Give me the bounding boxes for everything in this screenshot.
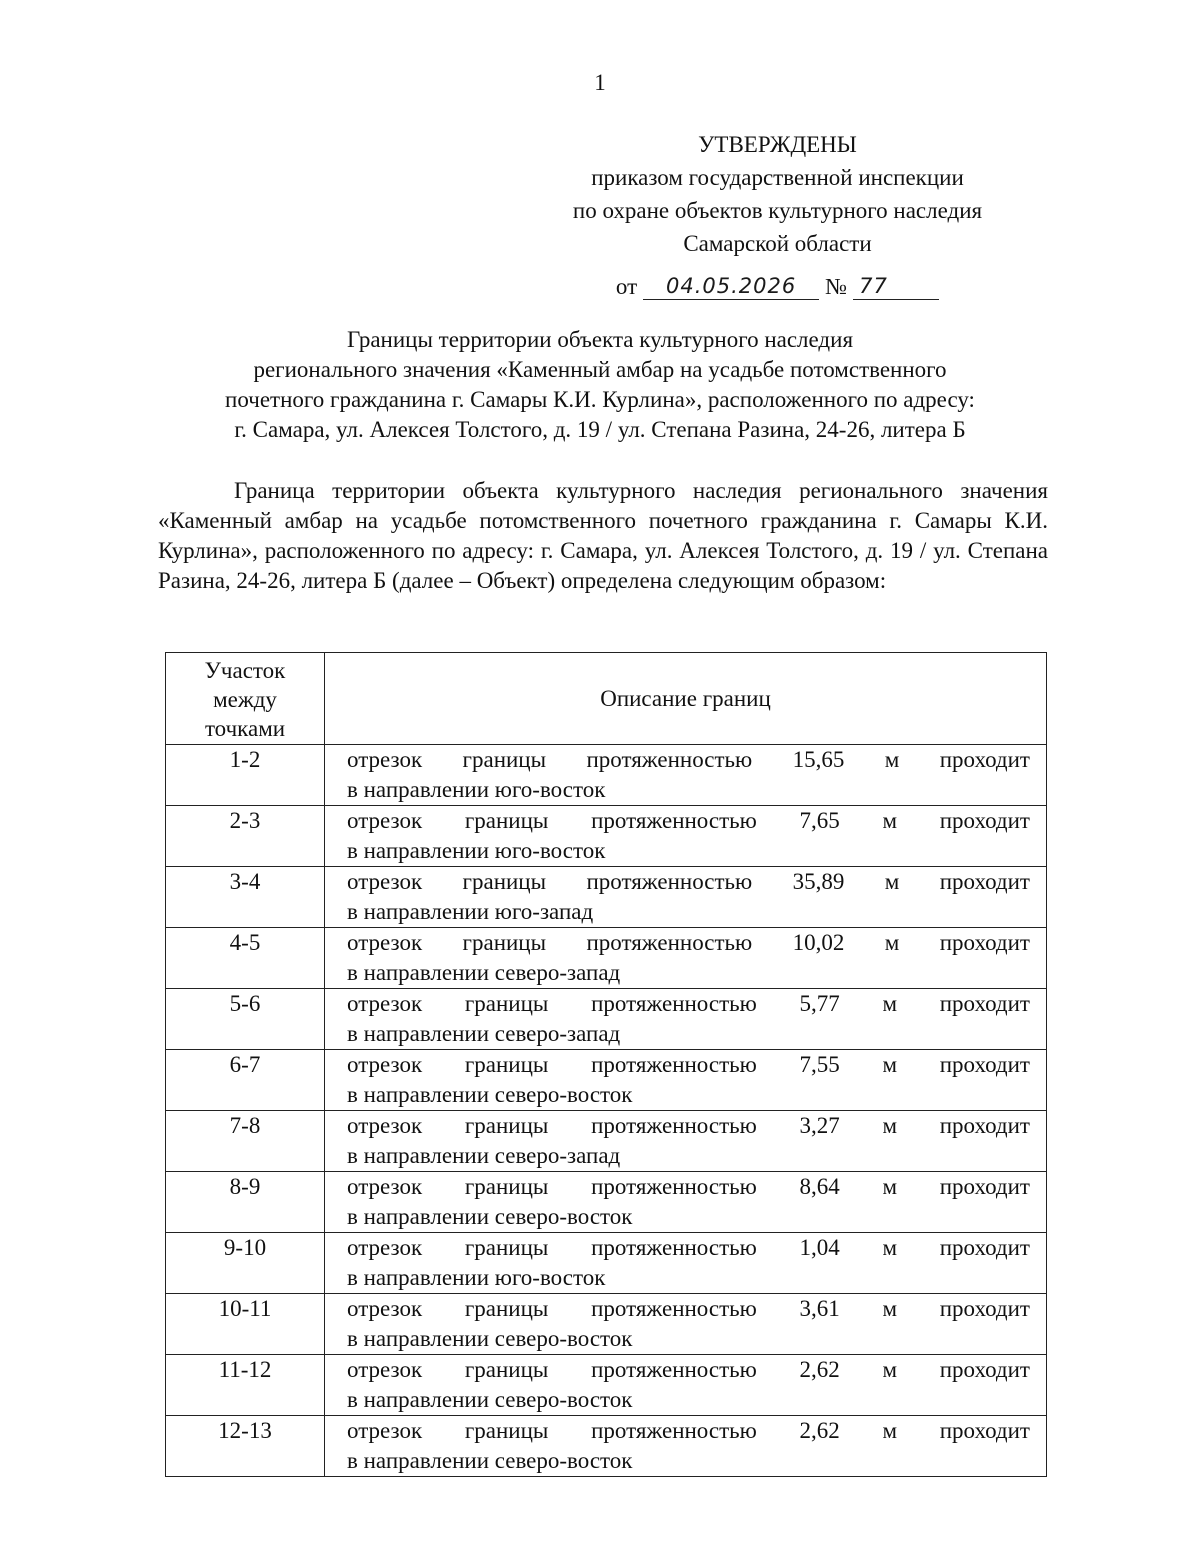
description-line-1 xyxy=(347,745,1030,775)
word-passes: проходит xyxy=(939,808,1030,833)
word-boundary: границы xyxy=(464,1418,549,1443)
segment-cell: 3-4 xyxy=(166,867,325,928)
direction-text: в направлении северо-запад xyxy=(347,1021,621,1046)
word-length: протяженностью xyxy=(591,1357,757,1382)
approval-line-1: приказом государственной инспекции xyxy=(591,165,964,190)
description-cell xyxy=(325,928,1047,989)
segment-cell: 1-2 xyxy=(166,745,325,806)
length-value: 15,65 xyxy=(792,747,845,772)
word-segment: отрезок xyxy=(347,1357,423,1382)
table-row xyxy=(166,1050,1047,1111)
unit: м xyxy=(884,869,900,894)
word-boundary: границы xyxy=(464,1235,549,1260)
approval-block xyxy=(520,128,1035,300)
word-boundary: границы xyxy=(462,930,547,955)
length-value: 1,04 xyxy=(799,1235,840,1260)
word-length: протяженностью xyxy=(586,747,753,772)
handwritten-number: 77 xyxy=(853,273,939,300)
description-line-1 xyxy=(347,1111,1030,1141)
document-heading xyxy=(100,325,1100,445)
word-segment: отрезок xyxy=(347,869,423,894)
description-cell xyxy=(325,1172,1047,1233)
description-cell xyxy=(325,1111,1047,1172)
word-boundary: границы xyxy=(464,808,549,833)
table-row xyxy=(166,1111,1047,1172)
header-segment-line-3: точками xyxy=(204,716,286,741)
word-length: протяженностью xyxy=(586,869,753,894)
table-body xyxy=(166,745,1047,1477)
segment-cell: 8-9 xyxy=(166,1172,325,1233)
heading-line-2: регионального значения «Каменный амбар на усадьбе потомственного xyxy=(253,357,947,382)
description-line-1 xyxy=(347,1416,1030,1446)
description-line-1 xyxy=(347,1233,1030,1263)
segment-cell: 10-11 xyxy=(166,1294,325,1355)
table-header-row xyxy=(166,653,1047,745)
approval-title: УТВЕРЖДЕНЫ xyxy=(698,132,857,157)
number-prefix: № xyxy=(825,274,848,299)
length-value: 8,64 xyxy=(799,1174,840,1199)
length-value: 7,65 xyxy=(799,808,840,833)
word-boundary: границы xyxy=(464,1113,549,1138)
word-passes: проходит xyxy=(939,1296,1030,1321)
description-line-1 xyxy=(347,867,1030,897)
description-cell xyxy=(325,1416,1047,1477)
unit: м xyxy=(882,1113,898,1138)
word-segment: отрезок xyxy=(347,930,423,955)
direction-text: в направлении северо-восток xyxy=(347,1326,633,1351)
word-length: протяженностью xyxy=(591,1113,757,1138)
description-line-1 xyxy=(347,1294,1030,1324)
word-boundary: границы xyxy=(464,1296,549,1321)
length-value: 10,02 xyxy=(792,930,845,955)
word-length: протяженностью xyxy=(591,1418,757,1443)
segment-cell: 2-3 xyxy=(166,806,325,867)
word-passes: проходит xyxy=(939,930,1030,955)
description-cell xyxy=(325,745,1047,806)
description-cell xyxy=(325,1294,1047,1355)
direction-text: в направлении северо-запад xyxy=(347,1143,621,1168)
word-length: протяженностью xyxy=(591,1235,757,1260)
description-cell xyxy=(325,806,1047,867)
length-value: 2,62 xyxy=(799,1357,840,1382)
word-passes: проходит xyxy=(939,1113,1030,1138)
unit: м xyxy=(882,808,898,833)
heading-line-4: г. Самара, ул. Алексея Толстого, д. 19 / ул. Степана Разина, 24-26, литера Б xyxy=(234,417,966,442)
segment-cell: 7-8 xyxy=(166,1111,325,1172)
handwritten-date: 04.05.2026 xyxy=(643,273,819,300)
word-boundary: границы xyxy=(464,991,549,1016)
word-passes: проходит xyxy=(939,869,1030,894)
word-boundary: границы xyxy=(464,1174,549,1199)
word-segment: отрезок xyxy=(347,1418,423,1443)
table-row xyxy=(166,928,1047,989)
length-value: 3,27 xyxy=(799,1113,840,1138)
word-segment: отрезок xyxy=(347,991,423,1016)
date-prefix: от xyxy=(615,274,638,299)
direction-text: в направлении северо-восток xyxy=(347,1448,633,1473)
table-row xyxy=(166,867,1047,928)
segment-cell: 9-10 xyxy=(166,1233,325,1294)
header-segment xyxy=(166,653,325,745)
direction-text: в направлении юго-восток xyxy=(347,1265,606,1290)
word-length: протяженностью xyxy=(591,1296,757,1321)
word-length: протяженностью xyxy=(591,991,757,1016)
word-segment: отрезок xyxy=(347,1296,423,1321)
approval-line-2: по охране объектов культурного наследия xyxy=(572,198,983,223)
description-cell xyxy=(325,1233,1047,1294)
unit: м xyxy=(882,1235,898,1260)
word-passes: проходит xyxy=(939,991,1030,1016)
intro-paragraph xyxy=(158,476,1048,596)
unit: м xyxy=(884,747,900,772)
word-length: протяженностью xyxy=(586,930,753,955)
unit: м xyxy=(882,1418,898,1443)
word-boundary: границы xyxy=(464,1052,549,1077)
word-passes: проходит xyxy=(939,1174,1030,1199)
description-cell xyxy=(325,989,1047,1050)
table-row xyxy=(166,989,1047,1050)
word-passes: проходит xyxy=(939,1235,1030,1260)
description-line-1 xyxy=(347,1355,1030,1385)
intro-text: Граница территории объекта культурного наследия регионального значения «Каменный амбар на усадьбе потомственного почетного гражданина г. Самары К.И. Курлина», расположенного по адресу: г. Самара, ул. Алексея Толстого, д. 19 / ул. Степана Разина, 24-26, литера Б (далее – Объект) определена следующим образом: xyxy=(158,478,1048,593)
unit: м xyxy=(884,930,900,955)
table-row xyxy=(166,1172,1047,1233)
unit: м xyxy=(882,1296,898,1321)
length-value: 2,62 xyxy=(799,1418,840,1443)
length-value: 3,61 xyxy=(799,1296,840,1321)
direction-text: в направлении северо-восток xyxy=(347,1387,633,1412)
segment-cell: 4-5 xyxy=(166,928,325,989)
description-line-1 xyxy=(347,806,1030,836)
heading-line-1: Границы территории объекта культурного наследия xyxy=(346,327,854,352)
direction-text: в направлении юго-восток xyxy=(347,838,606,863)
segment-cell: 12-13 xyxy=(166,1416,325,1477)
length-value: 35,89 xyxy=(792,869,845,894)
word-boundary: границы xyxy=(462,869,547,894)
word-passes: проходит xyxy=(939,747,1030,772)
length-value: 7,55 xyxy=(799,1052,840,1077)
unit: м xyxy=(882,1357,898,1382)
description-line-1 xyxy=(347,1050,1030,1080)
direction-text: в направлении северо-запад xyxy=(347,960,621,985)
word-segment: отрезок xyxy=(347,747,423,772)
word-boundary: границы xyxy=(462,747,547,772)
segment-cell: 11-12 xyxy=(166,1355,325,1416)
header-description: Описание границ xyxy=(325,653,1047,745)
word-passes: проходит xyxy=(939,1052,1030,1077)
word-segment: отрезок xyxy=(347,1174,423,1199)
word-length: протяженностью xyxy=(591,808,757,833)
direction-text: в направлении северо-восток xyxy=(347,1082,633,1107)
table-row xyxy=(166,1355,1047,1416)
description-cell xyxy=(325,867,1047,928)
table-row xyxy=(166,1416,1047,1477)
length-value: 5,77 xyxy=(799,991,840,1016)
word-boundary: границы xyxy=(464,1357,549,1382)
segment-cell: 5-6 xyxy=(166,989,325,1050)
word-segment: отрезок xyxy=(347,1235,423,1260)
unit: м xyxy=(882,1052,898,1077)
header-segment-line-2: между xyxy=(213,687,277,712)
description-line-1 xyxy=(347,989,1030,1019)
table-row xyxy=(166,745,1047,806)
direction-text: в направлении северо-восток xyxy=(347,1204,633,1229)
word-segment: отрезок xyxy=(347,1052,423,1077)
word-segment: отрезок xyxy=(347,808,423,833)
direction-text: в направлении юго-запад xyxy=(347,899,594,924)
segment-cell: 6-7 xyxy=(166,1050,325,1111)
word-segment: отрезок xyxy=(347,1113,423,1138)
word-passes: проходит xyxy=(939,1357,1030,1382)
table-row xyxy=(166,1233,1047,1294)
page-number: 1 xyxy=(594,70,606,95)
table-row xyxy=(166,1294,1047,1355)
unit: м xyxy=(882,991,898,1016)
header-segment-line-1: Участок xyxy=(204,658,286,683)
description-cell xyxy=(325,1355,1047,1416)
boundaries-table xyxy=(165,652,1047,1477)
word-passes: проходит xyxy=(939,1418,1030,1443)
approval-date-line xyxy=(520,260,1035,300)
heading-line-3: почетного гражданина г. Самары К.И. Курлина», расположенного по адресу: xyxy=(225,387,975,412)
direction-text: в направлении юго-восток xyxy=(347,777,606,802)
description-cell xyxy=(325,1050,1047,1111)
table-row xyxy=(166,806,1047,867)
approval-line-3: Самарской области xyxy=(683,231,872,256)
unit: м xyxy=(882,1174,898,1199)
word-length: протяженностью xyxy=(591,1174,757,1199)
description-line-1 xyxy=(347,928,1030,958)
description-line-1 xyxy=(347,1172,1030,1202)
word-length: протяженностью xyxy=(591,1052,757,1077)
